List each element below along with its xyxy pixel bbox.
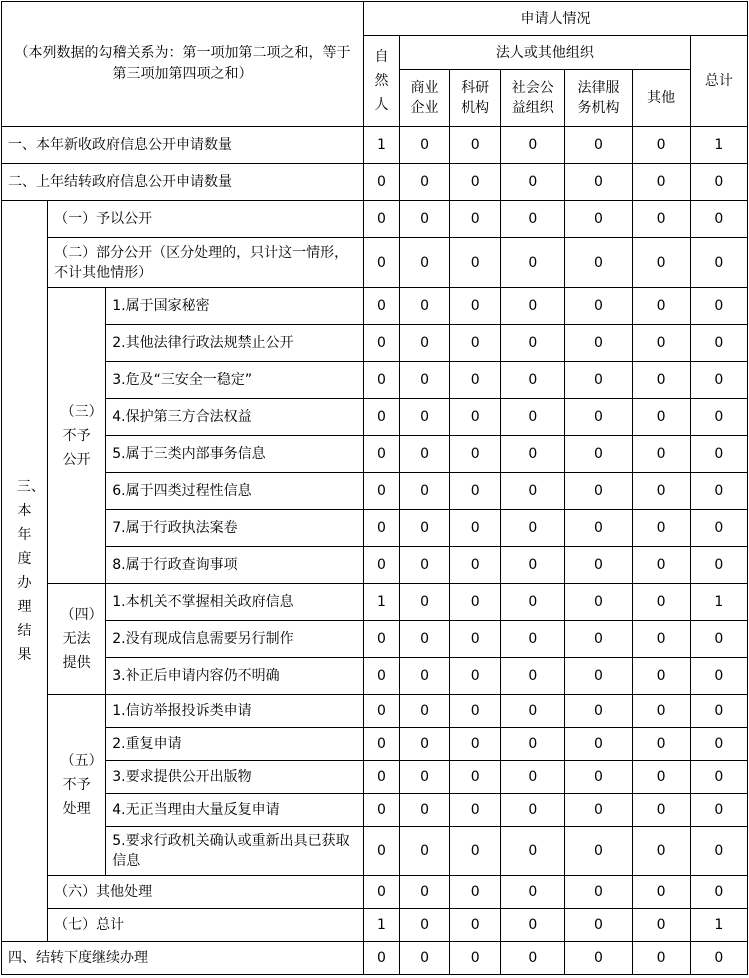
header-natural-person: 自然人 [363,36,399,127]
cell-value: 0 [450,399,501,436]
cell-value: 0 [690,473,747,510]
cell-value: 0 [501,584,565,621]
cell-value: 0 [501,761,565,794]
row-label: （六）其他处理 [48,876,364,909]
table-row [2,761,748,794]
row-partially-disclosed [2,238,748,288]
header-legal-person: 法人或其他组织 [399,36,690,70]
cell-value: 0 [565,362,632,399]
cell-value: 0 [690,399,747,436]
cell-value: 0 [632,584,690,621]
table-row [2,510,748,547]
cell-value: 0 [632,876,690,909]
cell-value: 0 [363,436,399,473]
row-label: 4.无正当理由大量反复申请 [106,794,364,827]
cell-value: 0 [565,658,632,695]
cell-value: 0 [565,728,632,761]
cell-value: 0 [501,728,565,761]
cell-value: 0 [399,362,449,399]
cell-value: 0 [450,547,501,584]
cell-value: 0 [632,909,690,942]
cell-value: 0 [399,942,449,975]
cell-value: 0 [450,288,501,325]
cell-value: 0 [450,127,501,164]
cell-value: 0 [399,201,449,238]
cell-value: 0 [565,909,632,942]
row-label: 6.属于四类过程性信息 [106,473,364,510]
cell-value: 0 [690,238,747,288]
cell-value: 0 [690,547,747,584]
cell-value: 0 [565,942,632,975]
group-cannot-provide-label: （四）无法提供 [48,584,106,695]
cell-value: 0 [450,761,501,794]
cell-value: 0 [501,876,565,909]
row-label: 2.重复申请 [106,728,364,761]
cell-value: 0 [632,399,690,436]
cell-value: 0 [450,728,501,761]
info-disclosure-table [1,1,748,975]
cell-value: 0 [501,164,565,201]
cell-value: 0 [632,325,690,362]
cell-value: 0 [565,288,632,325]
cell-value: 0 [501,909,565,942]
cell-value: 0 [565,695,632,728]
header-applicant: 申请人情况 [363,2,747,36]
cell-value: 0 [363,942,399,975]
cell-value: 0 [363,288,399,325]
cell-value: 0 [690,942,747,975]
cell-value: 0 [501,547,565,584]
cell-value: 1 [690,909,747,942]
table-row [2,362,748,399]
cell-value: 0 [501,621,565,658]
cell-value: 0 [690,621,747,658]
table-row [2,288,748,325]
cell-value: 0 [632,288,690,325]
cell-value: 0 [450,584,501,621]
row-label: 四、结转下度继续办理 [2,942,364,975]
cell-value: 0 [450,510,501,547]
cell-value: 0 [632,621,690,658]
cell-value: 0 [450,436,501,473]
cell-value: 0 [632,695,690,728]
row-label: 8.属于行政查询事项 [106,547,364,584]
row-disclosed [2,201,748,238]
header-total: 总计 [690,36,747,127]
section-results-label: 三、本年度办理结果 [2,201,48,942]
cell-value: 0 [632,473,690,510]
cell-value: 0 [450,942,501,975]
group-not-disclosed-label: （三）不予公开 [48,288,106,584]
cell-value: 0 [399,238,449,288]
table-row [2,621,748,658]
cell-value: 0 [565,584,632,621]
header-col-legal-service: 法律服务机构 [565,70,632,127]
row-label: （二）部分公开（区分处理的，只计这一情形，不计其他情形） [48,238,364,288]
cell-value: 0 [450,201,501,238]
cell-value: 0 [363,547,399,584]
cell-value: 0 [363,399,399,436]
cell-value: 0 [399,658,449,695]
row-label: 3.补正后申请内容仍不明确 [106,658,364,695]
cell-value: 0 [363,728,399,761]
cell-value: 0 [632,547,690,584]
cell-value: 0 [632,436,690,473]
row-label: 3.要求提供公开出版物 [106,761,364,794]
row-label: 一、本年新收政府信息公开申请数量 [2,127,364,164]
cell-value: 0 [690,695,747,728]
cell-value: 0 [690,658,747,695]
cell-value: 0 [565,621,632,658]
cell-value: 0 [450,164,501,201]
header-col-research: 科研机构 [450,70,501,127]
cell-value: 0 [399,547,449,584]
cell-value: 0 [450,794,501,827]
cell-value: 0 [363,695,399,728]
cell-value: 0 [690,827,747,876]
cell-value: 0 [363,238,399,288]
table-row [2,584,748,621]
cell-value: 0 [501,238,565,288]
cell-value: 0 [690,362,747,399]
cell-value: 0 [363,510,399,547]
cell-value: 0 [565,510,632,547]
cell-value: 0 [501,288,565,325]
cell-value: 1 [363,584,399,621]
cell-value: 0 [632,761,690,794]
cell-value: 0 [501,362,565,399]
row-label: 二、上年结转政府信息公开申请数量 [2,164,364,201]
cell-value: 0 [363,325,399,362]
cell-value: 1 [363,909,399,942]
table-row [2,728,748,761]
cell-value: 0 [690,288,747,325]
cell-value: 0 [632,794,690,827]
header-col-business: 商业企业 [399,70,449,127]
row-label: 2.没有现成信息需要另行制作 [106,621,364,658]
cell-value: 0 [501,942,565,975]
cell-value: 0 [363,827,399,876]
table-row [2,436,748,473]
cell-value: 0 [565,325,632,362]
cell-value: 0 [450,325,501,362]
cell-value: 0 [399,876,449,909]
cell-value: 0 [399,399,449,436]
cell-value: 0 [399,436,449,473]
cell-value: 0 [399,728,449,761]
row-label: 7.属于行政执法案卷 [106,510,364,547]
cell-value: 0 [565,876,632,909]
row-label: 1.属于国家秘密 [106,288,364,325]
table-row [2,794,748,827]
cell-value: 0 [501,827,565,876]
cell-value: 0 [450,658,501,695]
cell-value: 0 [399,288,449,325]
cell-value: 0 [632,827,690,876]
row-label: （七）总计 [48,909,364,942]
cell-value: 0 [565,547,632,584]
cell-value: 0 [363,876,399,909]
cell-value: 0 [501,658,565,695]
cell-value: 0 [565,127,632,164]
table-row [2,473,748,510]
cell-value: 0 [632,942,690,975]
table-row [2,325,748,362]
cell-value: 0 [690,728,747,761]
cell-value: 1 [363,127,399,164]
cell-value: 0 [565,473,632,510]
table-row [2,827,748,876]
cell-value: 0 [363,621,399,658]
row-carry-forward [2,942,748,975]
row-label: 2.其他法律行政法规禁止公开 [106,325,364,362]
cell-value: 0 [501,436,565,473]
cell-value: 0 [501,794,565,827]
group-not-processed-label: （五）不予处理 [48,695,106,876]
cell-value: 0 [565,794,632,827]
cell-value: 0 [399,127,449,164]
cell-value: 0 [565,436,632,473]
cell-value: 0 [632,127,690,164]
row-carried-over [2,164,748,201]
cell-value: 0 [501,510,565,547]
cell-value: 0 [690,761,747,794]
cell-value: 0 [632,510,690,547]
cell-value: 0 [501,201,565,238]
cell-value: 0 [690,794,747,827]
header-col-other: 其他 [632,70,690,127]
cell-value: 0 [399,164,449,201]
header-col-public-welfare: 社会公益组织 [501,70,565,127]
row-new-requests [2,127,748,164]
table-row [2,695,748,728]
row-label: 3.危及“三安全一稳定” [106,362,364,399]
cell-value: 0 [450,621,501,658]
row-label: 5.属于三类内部事务信息 [106,436,364,473]
cell-value: 0 [399,909,449,942]
cell-value: 0 [399,621,449,658]
row-other-processing [2,876,748,909]
cell-value: 1 [690,584,747,621]
cell-value: 0 [399,761,449,794]
cell-value: 0 [399,510,449,547]
cell-value: 0 [363,794,399,827]
cell-value: 0 [450,876,501,909]
cell-value: 0 [501,399,565,436]
cell-value: 0 [363,761,399,794]
cell-value: 0 [690,436,747,473]
cell-value: 0 [450,362,501,399]
cell-value: 0 [565,761,632,794]
table-row [2,399,748,436]
row-label: 1.信访举报投诉类申请 [106,695,364,728]
header-note: （本列数据的勾稽关系为：第一项加第二项之和，等于第三项加第四项之和） [2,2,364,127]
row-label: 4.保护第三方合法权益 [106,399,364,436]
cell-value: 1 [690,127,747,164]
table-row [2,547,748,584]
cell-value: 0 [399,695,449,728]
cell-value: 0 [501,127,565,164]
cell-value: 0 [363,164,399,201]
cell-value: 0 [565,827,632,876]
row-label: （一）予以公开 [48,201,364,238]
cell-value: 0 [690,325,747,362]
row-label: 1.本机关不掌握相关政府信息 [106,584,364,621]
cell-value: 0 [690,201,747,238]
cell-value: 0 [363,362,399,399]
cell-value: 0 [450,473,501,510]
cell-value: 0 [501,325,565,362]
cell-value: 0 [690,876,747,909]
table-row [2,658,748,695]
cell-value: 0 [632,164,690,201]
cell-value: 0 [399,794,449,827]
cell-value: 0 [632,658,690,695]
row-label: 5.要求行政机关确认或重新出具已获取信息 [106,827,364,876]
cell-value: 0 [632,201,690,238]
cell-value: 0 [501,695,565,728]
cell-value: 0 [632,238,690,288]
cell-value: 0 [565,201,632,238]
cell-value: 0 [363,201,399,238]
cell-value: 0 [363,658,399,695]
cell-value: 0 [399,473,449,510]
cell-value: 0 [690,510,747,547]
cell-value: 0 [501,473,565,510]
cell-value: 0 [690,164,747,201]
cell-value: 0 [399,325,449,362]
cell-value: 0 [632,728,690,761]
cell-value: 0 [632,362,690,399]
cell-value: 0 [399,827,449,876]
cell-value: 0 [565,164,632,201]
cell-value: 0 [450,238,501,288]
cell-value: 0 [363,473,399,510]
cell-value: 0 [450,827,501,876]
cell-value: 0 [399,584,449,621]
cell-value: 0 [565,238,632,288]
row-results-total [2,909,748,942]
cell-value: 0 [450,695,501,728]
cell-value: 0 [565,399,632,436]
cell-value: 0 [450,909,501,942]
